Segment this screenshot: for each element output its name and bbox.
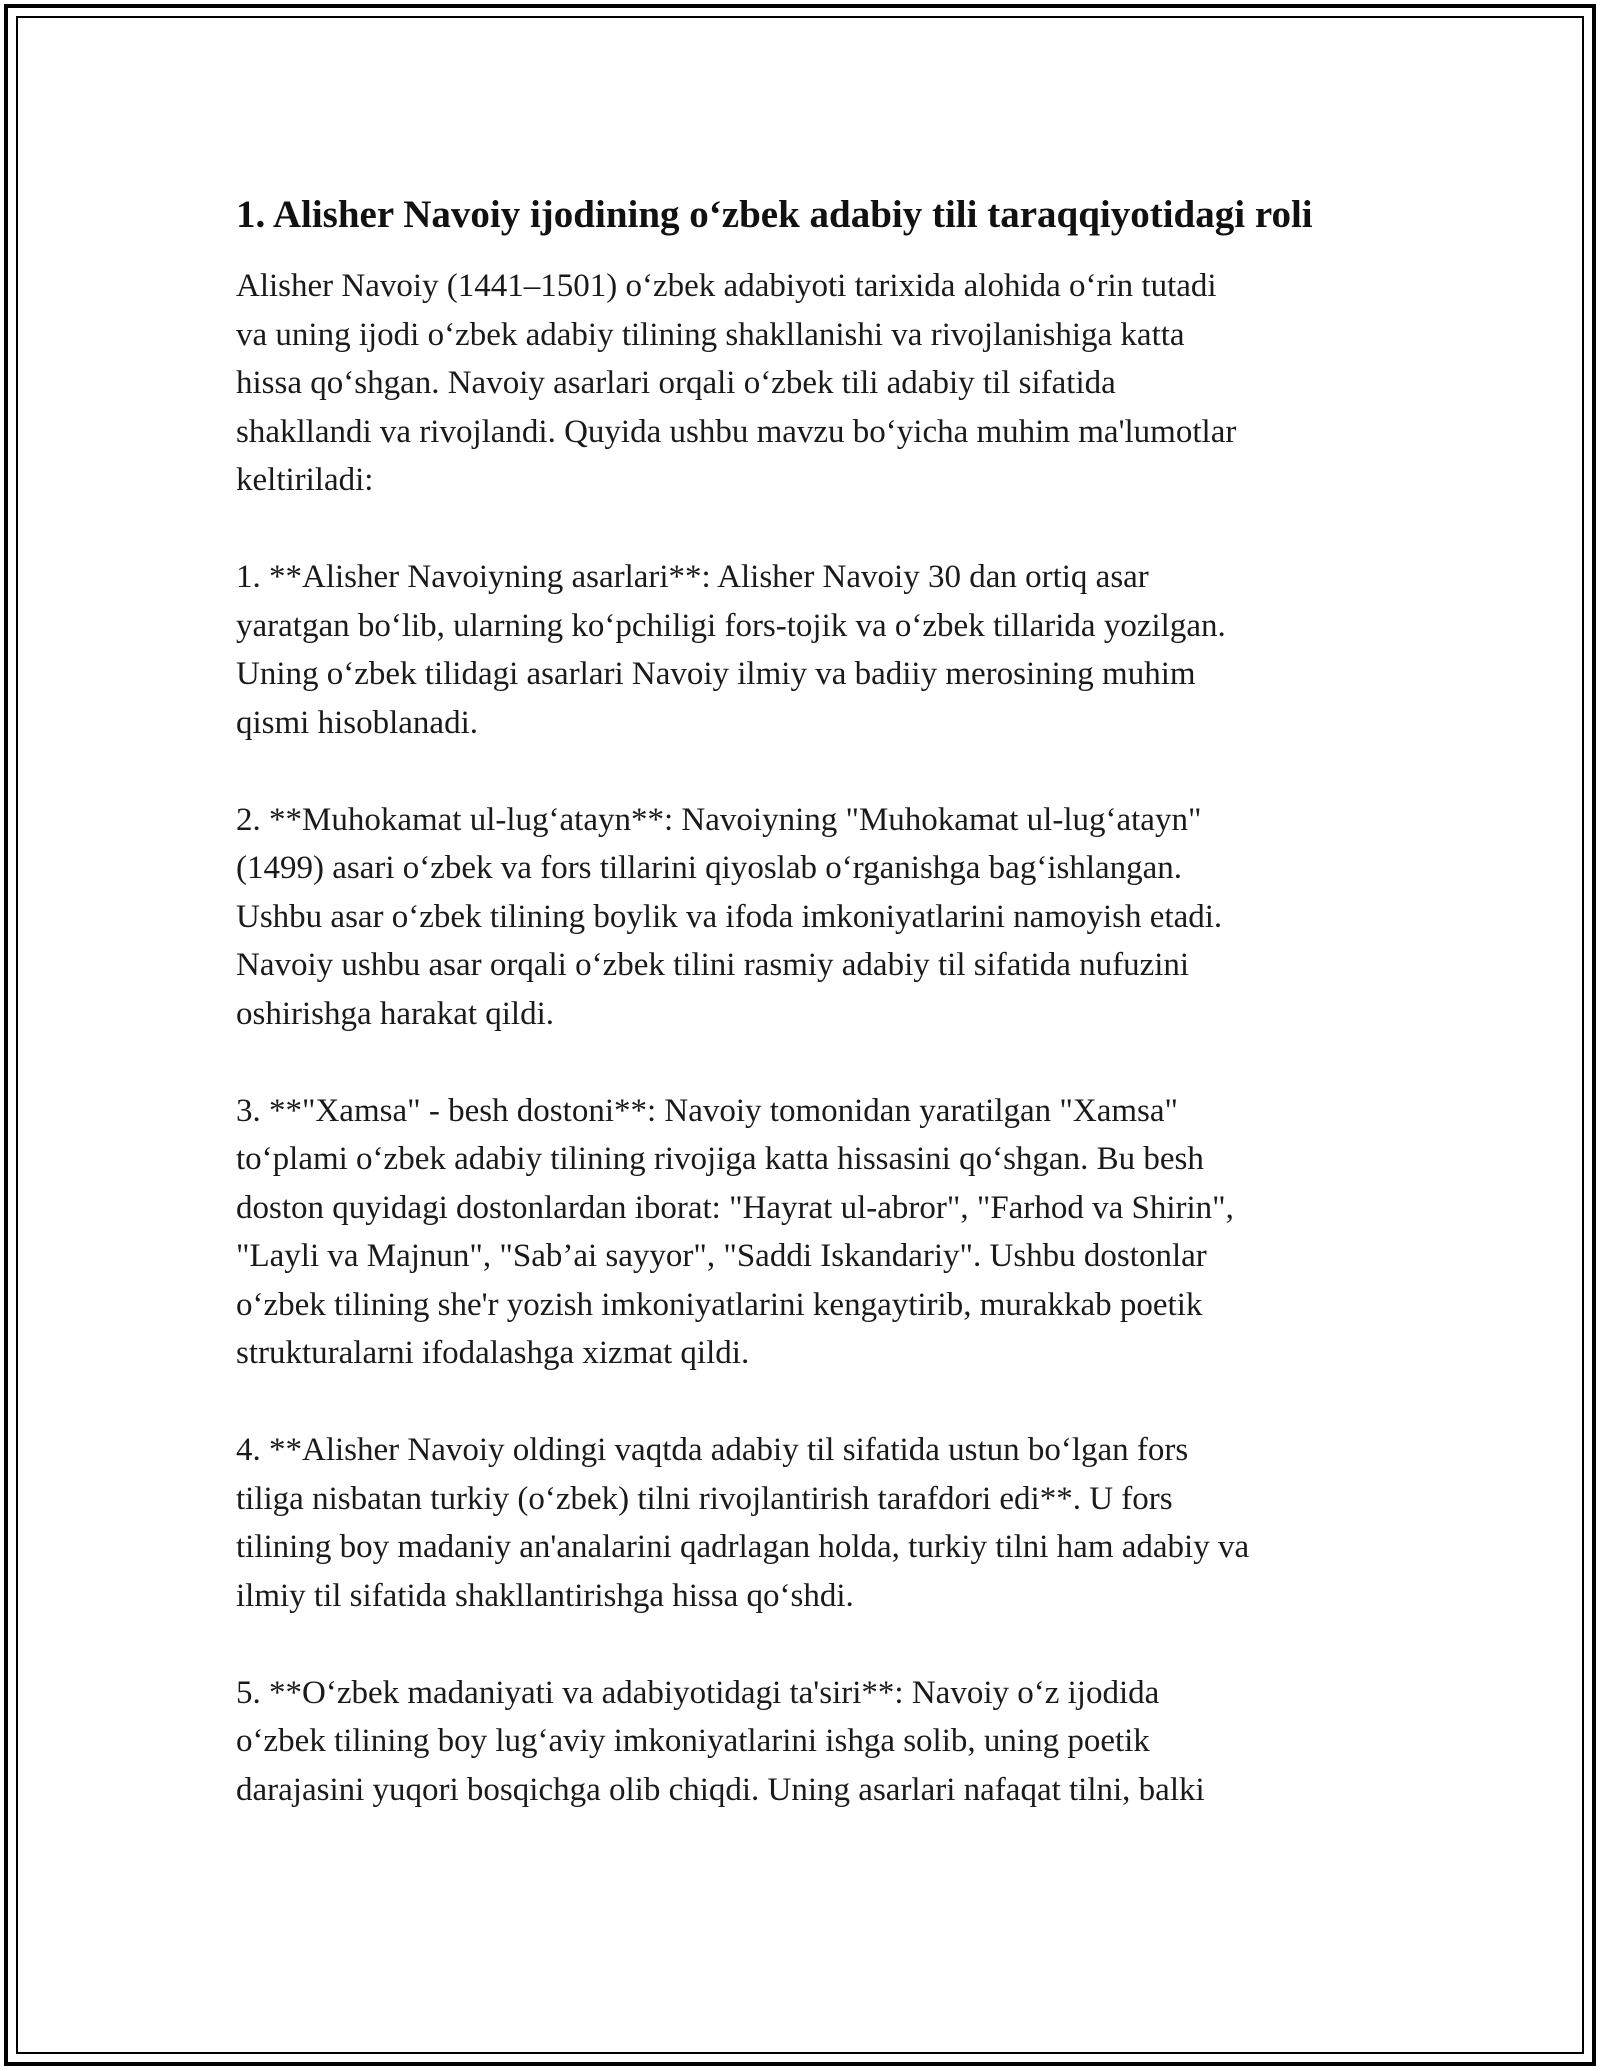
- paragraph-item-2: 2. **Muhokamat ul-lug‘atayn**: Navoiyning "Muhokamat ul-lug‘atayn" (1499) asari o‘zbek va fors tillarini qiyoslab o‘rganishga bag‘ishlangan. Ushbu asar o‘zbek tilining boylik va ifoda imkoniyatlarini namoyish etadi. Navoiy ushbu asar orqali o‘zbek tilini rasmiy adabiy til sifatida nufuzini oshirishga harakat qildi.: [236, 801, 1223, 1032]
- paragraph-item-4: 4. **Alisher Navoiy oldingi vaqtda adabiy til sifatida ustun bo‘lgan fors tiliga nisbatan turkiy (o‘zbek) tilni rivojlantirish tarafdori edi**. U fors tilining boy madaniy an'analarini qadrlagan holda, turkiy tilni ham adabiy va ilmiy til sifatida shakllantirishga hissa qo‘shdi.: [236, 1432, 1250, 1614]
- document-title: 1. Alisher Navoiy ijodining o‘zbek adabiy tili taraqqiyotidagi roli: [236, 193, 1313, 236]
- intro-paragraph: Alisher Navoiy (1441–1501) o‘zbek adabiyoti tarixida alohida o‘rin tutadi va uning ijodi o‘zbek adabiy tilining shakllanishi va rivojlanishiga katta hissa qo‘shgan. Navoiy asarlari orqali o‘zbek tili adabiy til sifatida shakllandi va rivojlandi. Quyida ushbu mavzu bo‘yicha muhim ma'lumotlar keltiriladi:: [236, 268, 1237, 498]
- document-body: [236, 188, 1366, 1863]
- paragraph-item-5: 5. **O‘zbek madaniyati va adabiyotidagi ta'siri**: Navoiy o‘z ijodida o‘zbek tilining boy lug‘aviy imkoniyatlarini ishga solib, uning poetik darajasini yuqori bosqichga olib chiqdi. Uning asarlari nafaqat tilni, balki: [236, 1674, 1205, 1808]
- paragraph-item-1: 1. **Alisher Navoiyning asarlari**: Alisher Navoiy 30 dan ortiq asar yaratgan bo‘lib, ularning ko‘pchiligi fors-tojik va o‘zbek tillarida yozilgan. Uning o‘zbek tilidagi asarlari Navoiy ilmiy va badiiy merosining muhim qismi hisoblanadi.: [236, 559, 1226, 741]
- paragraph-item-3: 3. **"Xamsa" - besh dostoni**: Navoiy tomonidan yaratilgan "Xamsa" to‘plami o‘zbek adabiy tilining rivojiga katta hissasini qo‘shgan. Bu besh doston quyidagi dostonlardan iborat: "Hayrat ul-abror", "Farhod va Shirin", "Layli va Majnun", "Sab’ai sayyor", "Saddi Iskandariy". Ushbu dostonlar o‘zbek tilining she'r yozish imkoniyatlarini kengaytirib, murakkab poetik strukturalarni ifodalashga xizmat qildi.: [236, 1092, 1234, 1371]
